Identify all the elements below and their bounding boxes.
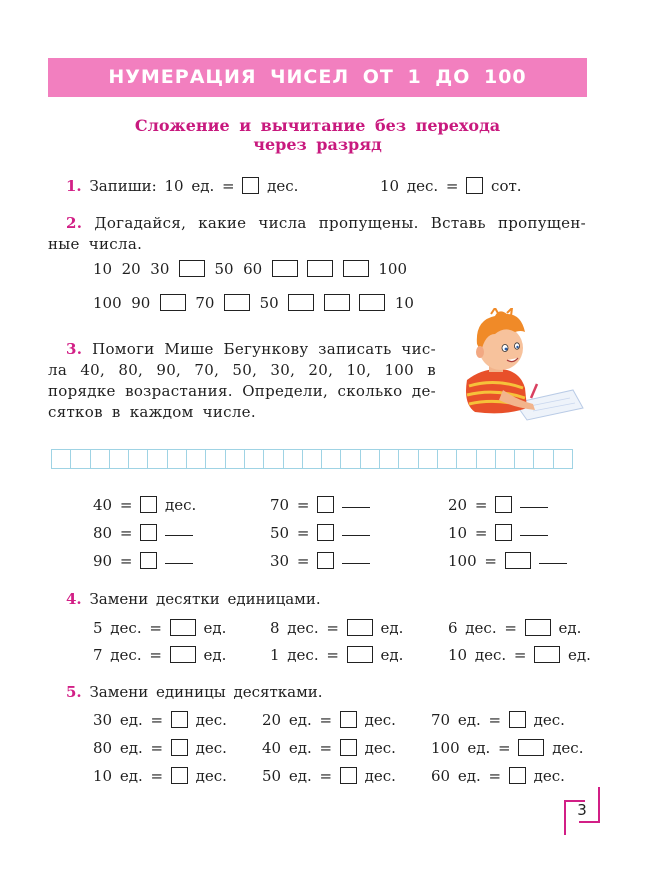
lhs-label: 30 ед. = <box>93 711 164 729</box>
answer-box[interactable] <box>340 739 357 756</box>
ex3-answer <box>93 496 196 514</box>
answer-box[interactable] <box>317 524 334 541</box>
ex4-item <box>93 646 226 664</box>
answer-box[interactable] <box>140 524 157 541</box>
ex5-item <box>93 711 227 729</box>
seq-number: 50 <box>214 260 234 278</box>
lesson-subtitle <box>60 116 575 154</box>
ex4-item <box>93 619 226 637</box>
unit-label: ед. <box>380 646 404 664</box>
answer-box[interactable] <box>242 177 259 194</box>
grid-cell[interactable] <box>90 449 110 469</box>
answer-box[interactable] <box>347 619 373 636</box>
answer-box[interactable] <box>171 767 188 784</box>
grid-cell[interactable] <box>205 449 225 469</box>
missing-number-box[interactable] <box>272 260 298 277</box>
unit-label: дес. <box>364 739 396 757</box>
seq-number: 70 <box>195 294 215 312</box>
ex5-item <box>262 767 396 785</box>
seq-number: 30 <box>150 260 170 278</box>
ex5-item <box>431 739 583 757</box>
answer-box[interactable] <box>525 619 551 636</box>
grid-cell[interactable] <box>109 449 129 469</box>
exercise-4-title-text: Замени десятки единицами. <box>89 590 321 608</box>
exercise-3-line-text: Помоги Мише Бегункову записать чис- <box>92 340 436 358</box>
exercise-3-line-4: сятков в каждом числе. <box>48 403 256 421</box>
missing-number-box[interactable] <box>224 294 250 311</box>
unit-blank[interactable] <box>165 535 193 536</box>
exercise-1-label: Запиши: <box>89 177 157 195</box>
grid-cell[interactable] <box>147 449 167 469</box>
section-title: НУМЕРАЦИЯ ЧИСЕЛ ОТ 1 ДО 100 <box>108 66 527 88</box>
section-header-band <box>48 58 587 97</box>
ex5-item <box>93 739 227 757</box>
ex3-answer <box>448 496 548 514</box>
seq-number: 50 <box>259 294 279 312</box>
lhs-label: 5 дес. = <box>93 619 162 637</box>
seq-number: 60 <box>243 260 263 278</box>
page-number: 3 <box>577 801 587 819</box>
exercise-2-text <box>48 213 586 255</box>
ex3-answer <box>270 552 370 570</box>
unit-blank[interactable] <box>520 507 548 508</box>
grid-cell[interactable] <box>476 449 496 469</box>
unit-label: дес. <box>533 711 565 729</box>
grid-cell[interactable] <box>398 449 418 469</box>
answer-box[interactable] <box>495 524 512 541</box>
unit-label: дес. <box>165 496 197 514</box>
unit-label: дес. <box>195 739 227 757</box>
grid-cell[interactable] <box>263 449 283 469</box>
ex3-answer <box>270 524 370 542</box>
answer-box[interactable] <box>140 552 157 569</box>
grid-cell[interactable] <box>51 449 71 469</box>
number-label: 80 = <box>93 524 133 542</box>
answer-box[interactable] <box>509 711 526 728</box>
seq-number: 100 <box>378 260 408 278</box>
grid-cell[interactable] <box>360 449 380 469</box>
number-label: 100 = <box>448 552 497 570</box>
missing-number-box[interactable] <box>160 294 186 311</box>
lhs-label: 60 ед. = <box>431 767 502 785</box>
answer-box[interactable] <box>505 552 531 569</box>
missing-number-box[interactable] <box>307 260 333 277</box>
answer-box[interactable] <box>495 496 512 513</box>
ex5-item <box>262 711 396 729</box>
missing-number-box[interactable] <box>179 260 205 277</box>
ex5-item <box>93 767 227 785</box>
exercise-2-line-1-text: Догадайся, какие числа пропущены. Вставь пропущен- <box>94 214 586 232</box>
unit-label: ед. <box>568 646 591 664</box>
answer-box[interactable] <box>317 552 334 569</box>
lhs-label: 10 дес. = <box>448 646 527 664</box>
ex3-answer <box>448 552 567 570</box>
unit-label: ед. <box>203 646 227 664</box>
ex4-item <box>448 646 591 664</box>
seq-number: 20 <box>121 260 141 278</box>
lhs-label: 80 ед. = <box>93 739 164 757</box>
unit-label: дес. <box>195 711 227 729</box>
unit-label: дес. <box>533 767 565 785</box>
answer-box[interactable] <box>518 739 544 756</box>
ex5-item <box>431 711 565 729</box>
exercise-3-line-3: порядке возрастания. Определи, сколько де- <box>48 382 436 400</box>
answer-box[interactable] <box>170 619 196 636</box>
answer-box[interactable] <box>347 646 373 663</box>
missing-number-box[interactable] <box>324 294 350 311</box>
unit-label: ед. <box>203 619 227 637</box>
ex3-answer <box>270 496 370 514</box>
grid-cell[interactable] <box>379 449 399 469</box>
exercise-1-part-2 <box>380 177 522 195</box>
ex5-item <box>431 767 565 785</box>
exercise-number: 3. <box>66 340 83 358</box>
unit-blank[interactable] <box>165 563 193 564</box>
number-label: 30 = <box>270 552 310 570</box>
boy-writing-illustration <box>455 308 585 426</box>
exercise-2-line-2: ные числа. <box>48 235 143 253</box>
lhs-label: 40 ед. = <box>262 739 333 757</box>
grid-cell[interactable] <box>321 449 341 469</box>
number-label: 40 = <box>93 496 133 514</box>
missing-number-box[interactable] <box>343 260 369 277</box>
boy-illustration-icon <box>455 308 585 426</box>
exercise-4-title <box>66 590 321 608</box>
answer-box[interactable] <box>317 496 334 513</box>
answer-box[interactable] <box>171 739 188 756</box>
answer-box[interactable] <box>534 646 560 663</box>
seq-number: 90 <box>131 294 151 312</box>
ex3-answer <box>93 552 193 570</box>
sequence-row-1 <box>93 260 407 278</box>
number-label: 50 = <box>270 524 310 542</box>
grid-cell[interactable] <box>283 449 303 469</box>
exercise-3-line-2: ла 40, 80, 90, 70, 50, 30, 20, 10, 100 в <box>48 361 436 379</box>
missing-number-box[interactable] <box>359 294 385 311</box>
number-label: 70 = <box>270 496 310 514</box>
exercise-number: 1. <box>66 177 82 195</box>
grid-cell[interactable] <box>495 449 515 469</box>
exercise-1 <box>66 177 298 195</box>
ex3-answer <box>448 524 548 542</box>
ex3-answer <box>93 524 193 542</box>
answer-box[interactable] <box>466 177 483 194</box>
answer-box[interactable] <box>509 767 526 784</box>
unit-blank[interactable] <box>342 507 370 508</box>
grid-cell[interactable] <box>514 449 534 469</box>
unit-label: дес. <box>364 767 396 785</box>
exercise-3-line-1 <box>48 339 436 360</box>
exercise-1-lhs: 10 ед. = <box>164 177 235 195</box>
unit-blank[interactable] <box>342 563 370 564</box>
subtitle-line-1: Сложение и вычитание без перехода <box>134 116 501 135</box>
exercise-5-title-text: Замени единицы десятками. <box>89 683 323 701</box>
unit-label: дес. <box>195 767 227 785</box>
lhs-label: 7 дес. = <box>93 646 162 664</box>
lhs-label: 10 ед. = <box>93 767 164 785</box>
lhs-label: 1 дес. = <box>270 646 339 664</box>
lhs-label: 20 ед. = <box>262 711 333 729</box>
ex5-item <box>262 739 396 757</box>
page-number-bracket <box>564 800 566 835</box>
grid-cell[interactable] <box>186 449 206 469</box>
page-number-bracket <box>579 821 600 823</box>
lhs-label: 6 дес. = <box>448 619 517 637</box>
answer-box[interactable] <box>340 711 357 728</box>
answer-box[interactable] <box>340 767 357 784</box>
exercise-5-title <box>66 683 323 701</box>
unit-label: дес. <box>267 177 299 195</box>
lhs-label: 70 ед. = <box>431 711 502 729</box>
answer-box[interactable] <box>170 646 196 663</box>
grid-cell[interactable] <box>437 449 457 469</box>
unit-label: сот. <box>491 177 522 195</box>
unit-label: дес. <box>552 739 584 757</box>
ex4-item <box>448 619 581 637</box>
unit-blank[interactable] <box>520 535 548 536</box>
unit-label: ед. <box>380 619 404 637</box>
exercise-1-lhs: 10 дес. = <box>380 177 459 195</box>
exercise-number: 5. <box>66 683 82 701</box>
exercise-3-text <box>48 339 436 423</box>
unit-blank[interactable] <box>539 563 567 564</box>
subtitle-line-2: через разряд <box>253 135 382 154</box>
lhs-label: 100 ед. = <box>431 739 511 757</box>
lhs-label: 8 дес. = <box>270 619 339 637</box>
grid-cell[interactable] <box>302 449 322 469</box>
number-label: 10 = <box>448 524 488 542</box>
ex4-item <box>270 619 403 637</box>
number-label: 90 = <box>93 552 133 570</box>
unit-label: ед. <box>558 619 582 637</box>
grid-cell[interactable] <box>553 449 573 469</box>
ex4-item <box>270 646 403 664</box>
seq-number: 10 <box>394 294 414 312</box>
grid-cell[interactable] <box>128 449 148 469</box>
grid-cell[interactable] <box>418 449 438 469</box>
exercise-number: 4. <box>66 590 82 608</box>
writing-grid[interactable] <box>51 449 572 468</box>
answer-box[interactable] <box>140 496 157 513</box>
unit-blank[interactable] <box>342 535 370 536</box>
exercise-2-line-1 <box>66 213 586 234</box>
grid-cell[interactable] <box>167 449 187 469</box>
grid-cell[interactable] <box>456 449 476 469</box>
page-number-bracket <box>598 787 600 823</box>
seq-number: 100 <box>93 294 122 312</box>
sequence-row-2 <box>93 294 414 312</box>
missing-number-box[interactable] <box>288 294 314 311</box>
grid-cell[interactable] <box>70 449 90 469</box>
grid-cell[interactable] <box>225 449 245 469</box>
number-label: 20 = <box>448 496 488 514</box>
answer-box[interactable] <box>171 711 188 728</box>
exercise-number: 2. <box>66 214 83 232</box>
grid-cell[interactable] <box>340 449 360 469</box>
seq-number: 10 <box>93 260 113 278</box>
unit-label: дес. <box>364 711 396 729</box>
grid-cell[interactable] <box>244 449 264 469</box>
grid-cell[interactable] <box>533 449 553 469</box>
lhs-label: 50 ед. = <box>262 767 333 785</box>
